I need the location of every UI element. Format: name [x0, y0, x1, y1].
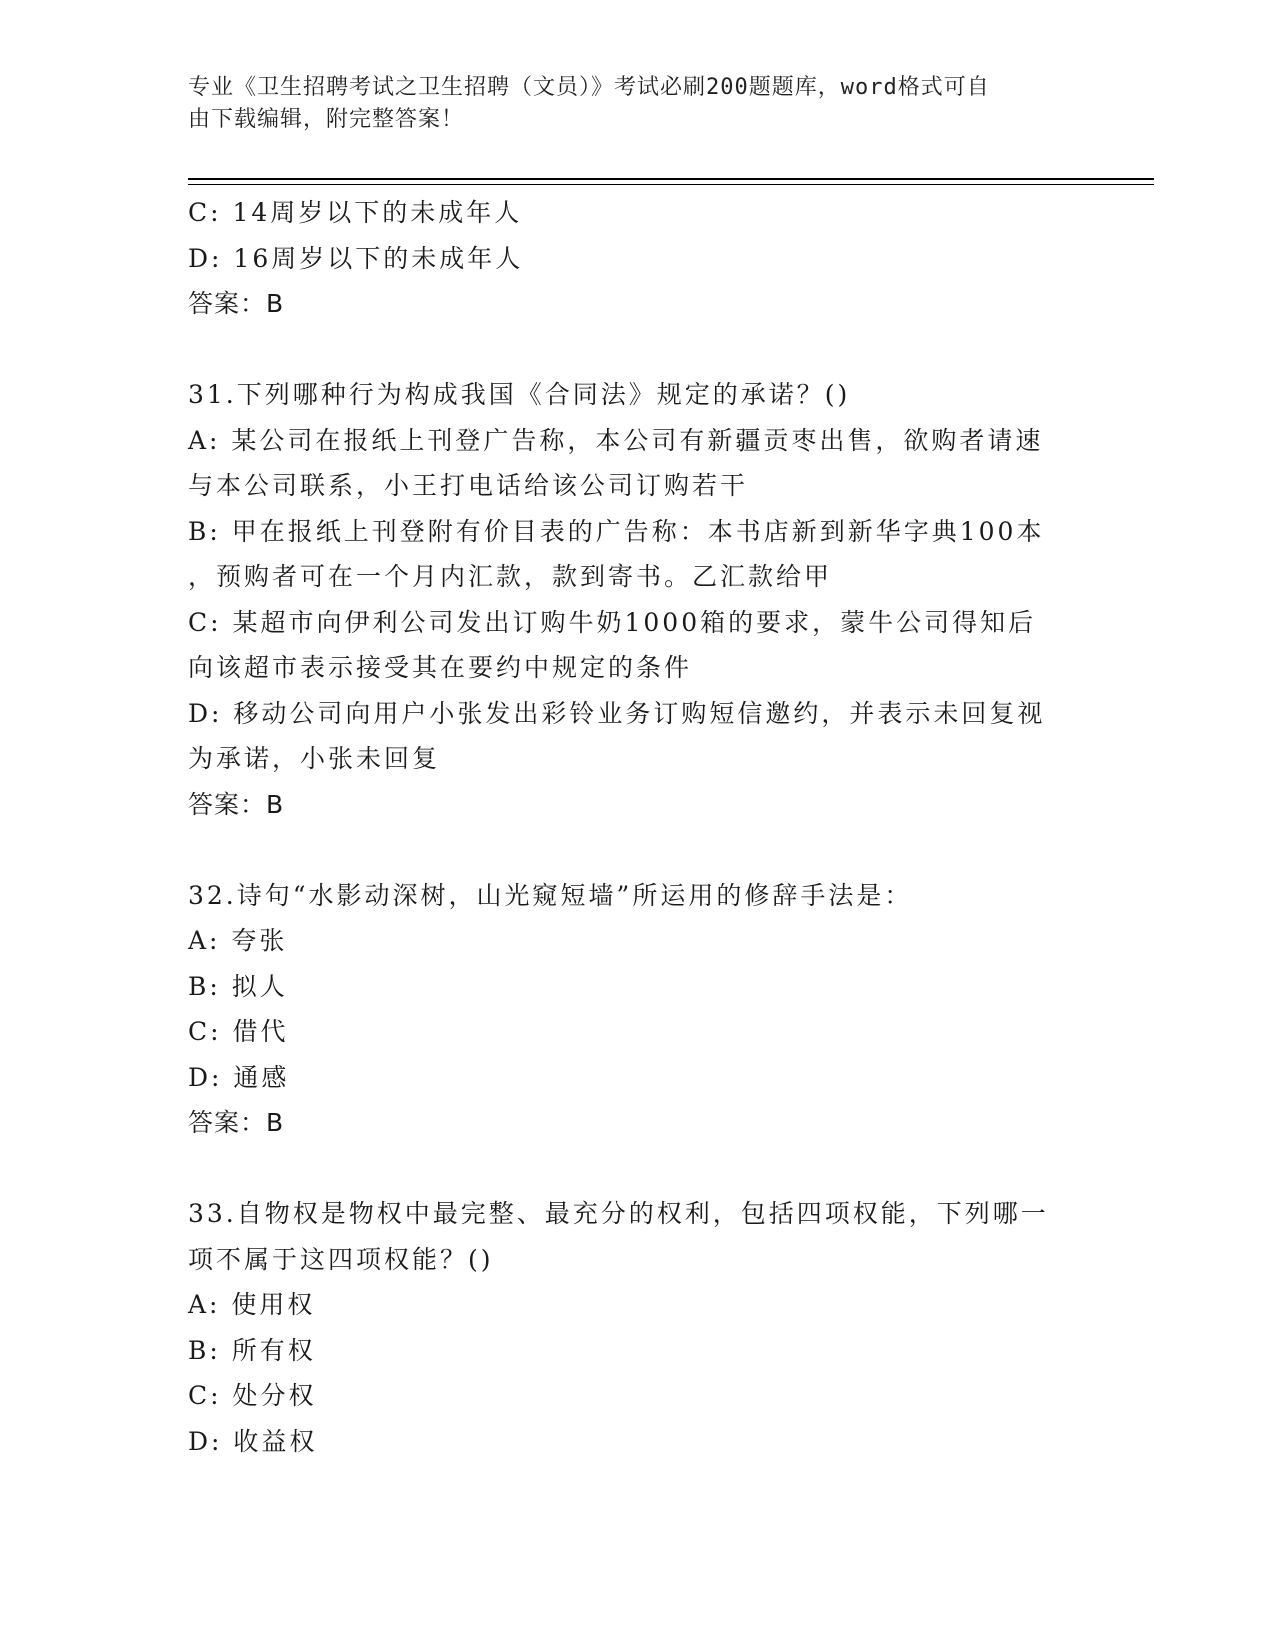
option-c: C: 借代 [188, 1017, 289, 1046]
header-line-2: 由下载编辑，附完整答案！ [188, 107, 465, 132]
header-rule-thin [188, 184, 1154, 185]
answer: 答案：B [188, 789, 285, 819]
answer: 答案：B [188, 1108, 285, 1137]
spacer [188, 327, 1088, 373]
question-32 [188, 873, 1088, 1146]
question-stem: 32.诗句“水影动深树，山光窥短墙”所运用的修辞手法是： [188, 880, 913, 910]
option-d-line-1: D: 移动公司向用户小张发出彩铃业务订购短信邀约，并表示未回复视 [188, 698, 1046, 728]
option-d: D: 16周岁以下的未成年人 [188, 243, 524, 273]
option-b-line-1: B: 甲在报纸上刊登附有价目表的广告称：本书店新到新华字典100本 [188, 516, 1045, 546]
option-c: C: 处分权 [188, 1381, 317, 1410]
option-b: B: 所有权 [188, 1335, 316, 1365]
answer: 答案：B [188, 289, 285, 318]
option-b: B: 拟人 [188, 971, 288, 1001]
spacer [188, 827, 1088, 873]
spacer [188, 1146, 1088, 1192]
option-c: C: 14周岁以下的未成年人 [188, 198, 523, 227]
question-33 [188, 1191, 1088, 1464]
question-stem-line-1: 33.自物权是物权中最完整、最充分的权利，包括四项权能，下列哪一 [188, 1199, 1049, 1228]
option-c-line-2: 向该超市表示接受其在要约中规定的条件 [188, 653, 693, 682]
option-a: A: 夸张 [188, 926, 288, 955]
question-content [188, 190, 1088, 1464]
option-d: D: 通感 [188, 1062, 290, 1092]
question-31 [188, 372, 1088, 827]
option-a-line-2: 与本公司联系，小王打电话给该公司订购若干 [188, 471, 749, 500]
option-a: A: 使用权 [188, 1290, 316, 1319]
question-stem: 31.下列哪种行为构成我国《合同法》规定的承诺？() [188, 380, 851, 409]
header-rule-thick [188, 178, 1154, 180]
option-c-line-1: C: 某超市向伊利公司发出订购牛奶1000箱的要求，蒙牛公司得知后 [188, 607, 1037, 637]
header-line-1: 专业《卫生招聘考试之卫生招聘（文员）》考试必刷200题题库，word格式可自 [188, 75, 990, 100]
option-a-line-1: A: 某公司在报纸上刊登广告称，本公司有新疆贡枣出售，欲购者请速 [188, 425, 1044, 455]
option-d-line-2: 为承诺，小张未回复 [188, 744, 441, 773]
option-d: D: 收益权 [188, 1426, 318, 1456]
option-b-line-2: ，预购者可在一个月内汇款，款到寄书。乙汇款给甲 [188, 562, 833, 591]
question-30-tail [188, 190, 1088, 327]
question-stem-line-2: 项不属于这四项权能？() [188, 1244, 494, 1274]
document-header [188, 72, 1088, 136]
